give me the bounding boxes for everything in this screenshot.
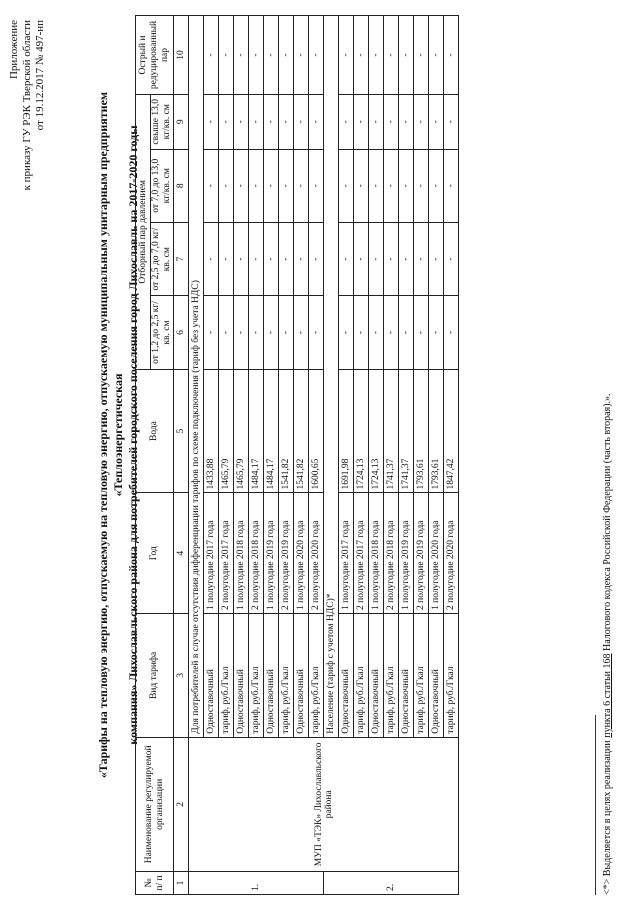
colnum-7: 7 [174, 222, 189, 295]
year-cell: 1 полугодие 2020 года [294, 493, 309, 614]
water-tariff-cell: 1847,42 [444, 369, 459, 493]
year-cell: 2 полугодие 2020 года [309, 493, 324, 614]
empty-value-cell: - [219, 95, 234, 150]
table-row [189, 16, 204, 895]
empty-value-cell: - [444, 95, 459, 150]
water-tariff-cell: 1484,17 [264, 369, 279, 493]
empty-value-cell: - [429, 296, 444, 369]
footnote-pre: <*> Выделяется в целях реализации [602, 737, 613, 895]
tariff-kind: Одноставочный [294, 614, 309, 738]
year-cell: 2 полугодие 2019 года [279, 493, 294, 614]
water-tariff-cell: 1433,88 [204, 369, 219, 493]
empty-value-cell: - [399, 296, 414, 369]
year-cell: 2 полугодие 2020 года [444, 493, 459, 614]
year-cell: 1 полугодие 2017 года [204, 493, 219, 614]
empty-value-cell: - [264, 296, 279, 369]
column-number-row [174, 16, 189, 895]
year-cell: 1 полугодие 2020 года [429, 493, 444, 614]
tariff-kind: тариф, руб./Гкал [219, 614, 234, 738]
empty-value-cell: - [219, 149, 234, 222]
empty-value-cell: - [369, 222, 384, 295]
header-num: № п/ п [136, 871, 174, 894]
year-cell: 1 полугодие 2019 года [264, 493, 279, 614]
empty-value-cell: - [309, 95, 324, 150]
colnum-4: 4 [174, 493, 189, 614]
empty-value-cell: - [219, 296, 234, 369]
empty-value-cell: - [414, 296, 429, 369]
empty-value-cell: - [279, 95, 294, 150]
empty-value-cell: - [339, 149, 354, 222]
empty-value-cell: - [354, 296, 369, 369]
header-sharp: Острый и редуцированный пар [136, 16, 174, 95]
tariff-kind: Одноставочный [339, 614, 354, 738]
colnum-8: 8 [174, 149, 189, 222]
empty-value-cell: - [429, 222, 444, 295]
empty-value-cell: - [219, 222, 234, 295]
empty-value-cell: - [294, 149, 309, 222]
tariff-kind: тариф, руб./Гкал [309, 614, 324, 738]
empty-value-cell: - [204, 95, 219, 150]
tariff-kind: Одноставочный [399, 614, 414, 738]
empty-value-cell: - [444, 149, 459, 222]
tariff-kind: Одноставочный [234, 614, 249, 738]
section-heading: Для потребителей в случае отсутствия дифференциации тарифов по схеме подключения (тариф без учета НДС) [189, 16, 204, 738]
tariff-kind: тариф, руб./Гкал [444, 614, 459, 738]
colnum-6: 6 [174, 296, 189, 369]
header-steam: Отборный пар давлением [136, 95, 151, 370]
empty-value-cell: - [309, 296, 324, 369]
header-kind: Вид тарифа [136, 614, 174, 738]
empty-value-cell: - [249, 95, 264, 150]
water-tariff-cell: 1484,17 [249, 369, 264, 493]
empty-value-cell: - [264, 222, 279, 295]
water-tariff-cell: 1793,61 [414, 369, 429, 493]
water-tariff-cell: 1793,61 [429, 369, 444, 493]
water-tariff-cell: 1541,82 [294, 369, 309, 493]
empty-value-cell: - [204, 296, 219, 369]
tariff-kind: тариф, руб./Гкал [249, 614, 264, 738]
footnote-divider [595, 715, 596, 895]
tariff-kind: тариф, руб./Гкал [279, 614, 294, 738]
header-year: Год [136, 493, 174, 614]
tariff-kind: тариф, руб./Гкал [384, 614, 399, 738]
colnum-2: 2 [174, 737, 189, 871]
empty-value-cell: - [369, 95, 384, 150]
empty-value-cell: - [414, 149, 429, 222]
empty-value-cell: - [234, 95, 249, 150]
empty-value-cell: - [414, 16, 429, 95]
appendix-line-3: от 19.12.2017 № 497-нп [34, 20, 46, 131]
empty-value-cell: - [294, 222, 309, 295]
empty-value-cell: - [369, 149, 384, 222]
empty-value-cell: - [219, 16, 234, 95]
empty-value-cell: - [294, 296, 309, 369]
empty-value-cell: - [249, 16, 264, 95]
empty-value-cell: - [204, 149, 219, 222]
empty-value-cell: - [264, 149, 279, 222]
empty-value-cell: - [399, 95, 414, 150]
water-tariff-cell: 1724,13 [354, 369, 369, 493]
empty-value-cell: - [354, 95, 369, 150]
empty-value-cell: - [249, 222, 264, 295]
empty-value-cell: - [234, 149, 249, 222]
empty-value-cell: - [339, 296, 354, 369]
header-org: Наименование регулируемой организации [136, 737, 174, 871]
year-cell: 1 полугодие 2018 года [369, 493, 384, 614]
colnum-5: 5 [174, 369, 189, 493]
empty-value-cell: - [309, 222, 324, 295]
empty-value-cell: - [384, 149, 399, 222]
empty-value-cell: - [399, 149, 414, 222]
empty-value-cell: - [264, 95, 279, 150]
tariff-table [135, 15, 459, 895]
empty-value-cell: - [429, 16, 444, 95]
tariff-kind: Одноставочный [264, 614, 279, 738]
water-tariff-cell: 1691,98 [339, 369, 354, 493]
empty-value-cell: - [339, 95, 354, 150]
tariff-kind: Одноставочный [369, 614, 384, 738]
water-tariff-cell: 1600,65 [309, 369, 324, 493]
header-p1: от 1,2 до 2,5 кг/кв. см [151, 296, 174, 369]
empty-value-cell: - [354, 222, 369, 295]
header-p4: свыше 13,0 кг/кв. см [151, 95, 174, 150]
empty-value-cell: - [204, 222, 219, 295]
empty-value-cell: - [399, 16, 414, 95]
year-cell: 1 полугодие 2019 года [399, 493, 414, 614]
empty-value-cell: - [354, 149, 369, 222]
row-number: 1. [189, 871, 324, 894]
header-p3: от 7,0 до 13,0 кг/кв. см [151, 149, 174, 222]
tariff-kind: Одноставочный [429, 614, 444, 738]
year-cell: 1 полугодие 2018 года [234, 493, 249, 614]
table-body [189, 16, 459, 895]
footnote [602, 393, 613, 895]
section-heading: Население (тариф с учетом НДС)* [324, 16, 339, 738]
year-cell: 2 полугодие 2017 года [354, 493, 369, 614]
empty-value-cell: - [354, 16, 369, 95]
empty-value-cell: - [279, 149, 294, 222]
title-line-1: «Тарифы на тепловую энергию, отпускаемую на тепловую энергию, отпускаемую муниципальным унитарным предприятием «Теплоэнергетическая [96, 91, 125, 779]
empty-value-cell: - [369, 16, 384, 95]
header-water: Вода [136, 369, 174, 493]
empty-value-cell: - [414, 95, 429, 150]
colnum-9: 9 [174, 95, 189, 150]
water-tariff-cell: 1541,82 [279, 369, 294, 493]
water-tariff-cell: 1741,37 [399, 369, 414, 493]
year-cell: 2 полугодие 2019 года [414, 493, 429, 614]
colnum-3: 3 [174, 614, 189, 738]
row-number: 2. [324, 871, 459, 894]
empty-value-cell: - [264, 16, 279, 95]
empty-value-cell: - [429, 149, 444, 222]
organization-name: МУП «ТЭК» Лихославльского района [189, 737, 459, 871]
empty-value-cell: - [384, 95, 399, 150]
header-p2: от 2,5 до 7,0 кг/кв. см [151, 222, 174, 295]
tariff-kind: тариф, руб./Гкал [354, 614, 369, 738]
empty-value-cell: - [339, 16, 354, 95]
empty-value-cell: - [384, 296, 399, 369]
empty-value-cell: - [279, 16, 294, 95]
empty-value-cell: - [249, 296, 264, 369]
year-cell: 2 полугодие 2018 года [384, 493, 399, 614]
empty-value-cell: - [294, 95, 309, 150]
empty-value-cell: - [234, 296, 249, 369]
water-tariff-cell: 1741,37 [384, 369, 399, 493]
empty-value-cell: - [444, 222, 459, 295]
footnote-link: пункта 6 статьи 168 [602, 653, 613, 738]
tariff-kind: Одноставочный [204, 614, 219, 738]
empty-value-cell: - [414, 222, 429, 295]
empty-value-cell: - [294, 16, 309, 95]
empty-value-cell: - [204, 16, 219, 95]
colnum-10: 10 [174, 16, 189, 95]
empty-value-cell: - [279, 222, 294, 295]
colnum-1: 1 [174, 871, 189, 894]
tariff-kind: тариф, руб./Гкал [414, 614, 429, 738]
year-cell: 2 полугодие 2017 года [219, 493, 234, 614]
empty-value-cell: - [399, 222, 414, 295]
empty-value-cell: - [249, 149, 264, 222]
empty-value-cell: - [339, 222, 354, 295]
empty-value-cell: - [429, 95, 444, 150]
empty-value-cell: - [444, 296, 459, 369]
empty-value-cell: - [309, 16, 324, 95]
appendix-line-2: к приказу ГУ РЭК Тверской области [21, 20, 33, 191]
water-tariff-cell: 1465,79 [234, 369, 249, 493]
empty-value-cell: - [384, 16, 399, 95]
footnote-post: Налогового кодекса Российской Федерации (часть вторая).». [602, 393, 613, 654]
empty-value-cell: - [444, 16, 459, 95]
empty-value-cell: - [279, 296, 294, 369]
empty-value-cell: - [384, 222, 399, 295]
title-line-2: компания» Лихославльского района для потребителей городского поселения город Лихославль на 2017-2020 годы [126, 125, 140, 745]
appendix-block [8, 20, 47, 190]
water-tariff-cell: 1724,13 [369, 369, 384, 493]
year-cell: 1 полугодие 2017 года [339, 493, 354, 614]
empty-value-cell: - [369, 296, 384, 369]
empty-value-cell: - [234, 16, 249, 95]
water-tariff-cell: 1465,79 [219, 369, 234, 493]
empty-value-cell: - [309, 149, 324, 222]
empty-value-cell: - [234, 222, 249, 295]
appendix-line-1: Приложение [8, 20, 20, 80]
year-cell: 2 полугодие 2018 года [249, 493, 264, 614]
